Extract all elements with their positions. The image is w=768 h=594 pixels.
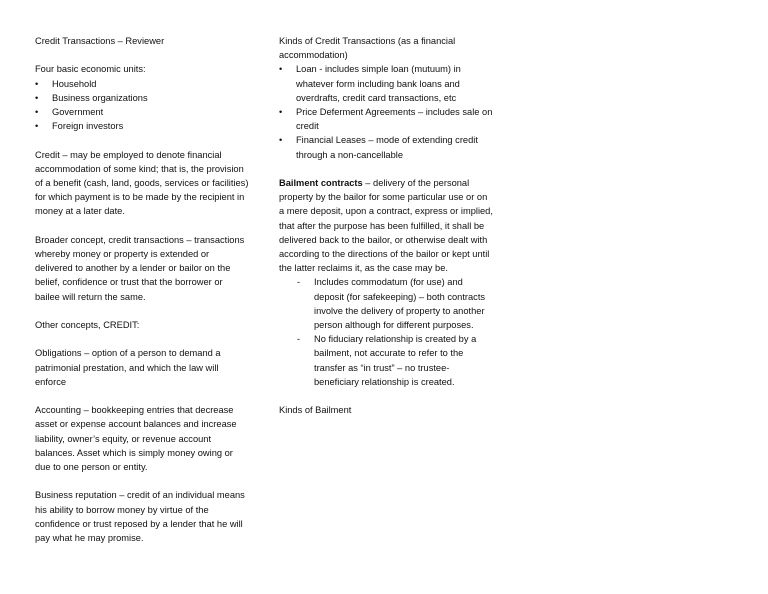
other-concepts-heading: Other concepts, CREDIT: [35,320,140,330]
list-item: • Household [35,77,249,91]
business-reputation-paragraph: Business reputation – credit of an individual means his ability to borrow money by virtue of the confidence or trust reposed by a lender that he will pay what he may promise. [35,490,245,543]
list-item: • Financial Leases – mode of extending credit through a non-cancellable [279,133,493,161]
broader-concept-paragraph: Broader concept, credit transactions – transactions whereby money or property is extended or delivered to another by a lender or bailor on the belief, confidence or trust that the borrower or bailee will return the same. [35,234,245,302]
kinds-heading: Kinds of Credit Transactions (as a financial accommodation) [279,36,456,61]
list-item: • Loan - includes simple loan (mutuum) in whatever form including bank loans and overdrafts, credit card transactions, etc [279,62,493,105]
kinds-of-bailment-heading: Kinds of Bailment [279,405,352,416]
obligations-paragraph: Obligations – option of a person to demand a patrimonial prestation, and which the law will enforce [35,348,221,387]
list-item: • Foreign investors [35,119,249,133]
bailment-definition: – delivery of the personal property by the bailor for some particular use or on a mere deposit, upon a contract, express or implied, that after the purpose has been fulfilled, it shall be delivered back to the bailor, or otherwise dealt with according to the directions of the bailor or kept until the latter reclaims it, as the case may be. [279,178,493,274]
list-item: - No fiduciary relationship is created by a bailment, not accurate to refer to the transfer as “in trust” – no trustee-beneficiary relationship is created. [297,332,493,389]
economic-units-list [35,77,249,134]
right-column [279,34,493,417]
document-title: Credit Transactions – Reviewer [35,36,165,46]
bailment-term: Bailment contracts [279,178,363,189]
economic-units-heading: Four basic economic units: [35,64,146,75]
list-item: • Government [35,105,249,119]
list-item: • Business organizations [35,91,249,105]
list-item: - Includes commodatum (for use) and deposit (for safekeeping) – both contracts involve the delivery of property to another person although for different purposes. [297,275,493,332]
bailment-notes-list [279,275,493,389]
credit-definition: Credit – may be employed to denote financial accommodation of some kind; that is, the provision of a benefit (cash, land, goods, services or facilities) for which payment is to be made by the recipient in money at a later date. [35,149,249,217]
kinds-list [279,62,493,161]
accounting-paragraph: Accounting – bookkeeping entries that decrease asset or expense account balances and increase liability, owner’s equity, or revenue account balances. Asset which is simply money owing or due to one person or entity. [35,405,237,472]
left-column [35,34,249,545]
bailment-paragraph [279,176,493,275]
list-item: • Price Deferment Agreements – includes sale on credit [279,105,493,133]
